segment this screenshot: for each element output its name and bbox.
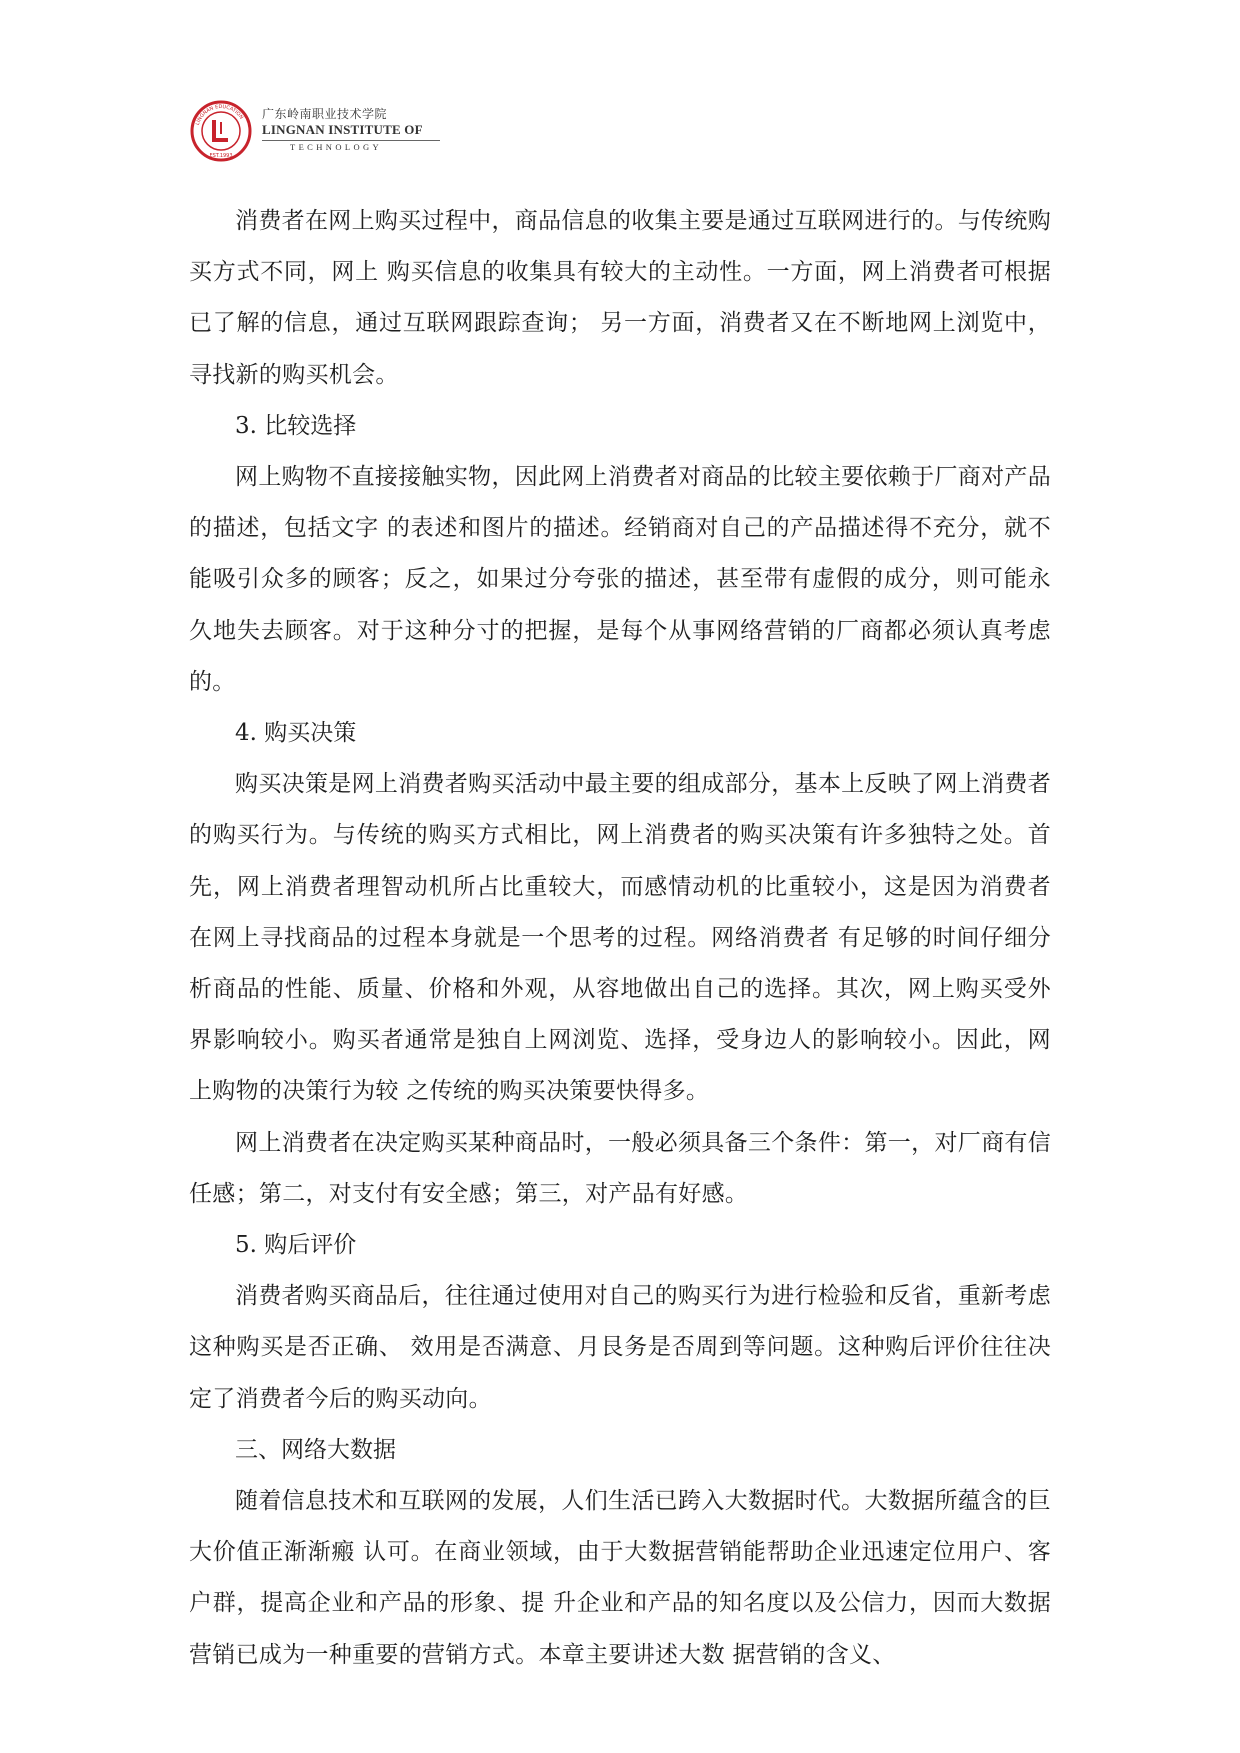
section-heading-comparison: 3. 比较选择 [235, 412, 357, 439]
institution-name-en: LINGNAN INSTITUTE OF [262, 122, 423, 137]
paragraph-decision-conditions: 网上消费者在决定购买某种商品时，一般必须具备三个条件：第一，对厂商有信任感；第二，对支付有安全感；第三，对产品有好感。 [189, 1129, 1051, 1207]
seal-arc-text: LINGNAN EDUCATION [194, 103, 245, 126]
section-heading-big-data: 三、网络大数据 [235, 1436, 396, 1463]
seal-est-text: EST.1993 [209, 153, 233, 159]
institution-name-cn: 广东岭南职业技术学院 [262, 107, 388, 121]
paragraph-big-data: 随着信息技术和互联网的发展，人们生活已跨入大数据时代。大数据所蕴含的巨大价值正渐渐瘢 认可。在商业领域，由于大数据营销能帮助企业迅速定位用户、客户群，提高企业和产品的形象、提 升企业和产品的知名度以及公信力，因而大数据营销已成为一种重要的营销方式。本章主要讲述大数 据营销的含义、 [189, 1488, 1051, 1668]
page-header [190, 100, 450, 162]
section-heading-evaluation: 5. 购后评价 [235, 1232, 357, 1259]
document-body [189, 196, 1051, 1681]
institution-seal-logo [190, 100, 252, 162]
paragraph-decision: 购买决策是网上消费者购买活动中最主要的组成部分，基本上反映了网上消费者的购买行为。与传统的购买方式相比，网上消费者的购买决策有许多独特之处。首先，网上消费者理智动机所占比重较大，而感情动机的比重较小，这是因为消费者在网上寻找商品的过程本身就是一个思考的过程。网络消费者 有足够的时间仔细分析商品的性能、质量、价格和外观，从容地做出自己的选择。其次，网上购买受外 界影响较小。购买者通常是独自上网浏览、选择，受身边人的影响较小。因此，网上购物的决策行为较 之传统的购买决策要快得多。 [189, 771, 1051, 1105]
paragraph-evaluation: 消费者购买商品后，往往通过使用对自己的购买行为进行检验和反省，重新考虑这种购买是否正确、 效用是否满意、月艮务是否周到等问题。这种购后评价往往决定了消费者今后的购买动向。 [189, 1283, 1051, 1412]
institution-name-block [262, 106, 462, 153]
paragraph-info-collection: 消费者在网上购买过程中，商品信息的收集主要是通过互联网进行的。与传统购买方式不同，网上 购买信息的收集具有较大的主动性。一方面，网上消费者可根据已了解的信息，通过互联网跟踪查询； 另一方面，消费者又在不断地网上浏览中，寻找新的购买机会。 [189, 208, 1051, 388]
institution-name-en-line2: TECHNOLOGY [262, 140, 440, 153]
section-heading-decision: 4. 购买决策 [235, 720, 357, 747]
paragraph-comparison: 网上购物不直接接触实物，因此网上消费者对商品的比较主要依赖于厂商对产品的描述，包括文字 的表述和图片的描述。经销商对自己的产品描述得不充分，就不能吸引众多的顾客；反之，如果过分夸张的描述，甚至带有虚假的成分，则可能永久地失去顾客。对于这种分寸的把握，是每个从事网络营销的厂商都必须认真考虑的。 [189, 464, 1051, 695]
